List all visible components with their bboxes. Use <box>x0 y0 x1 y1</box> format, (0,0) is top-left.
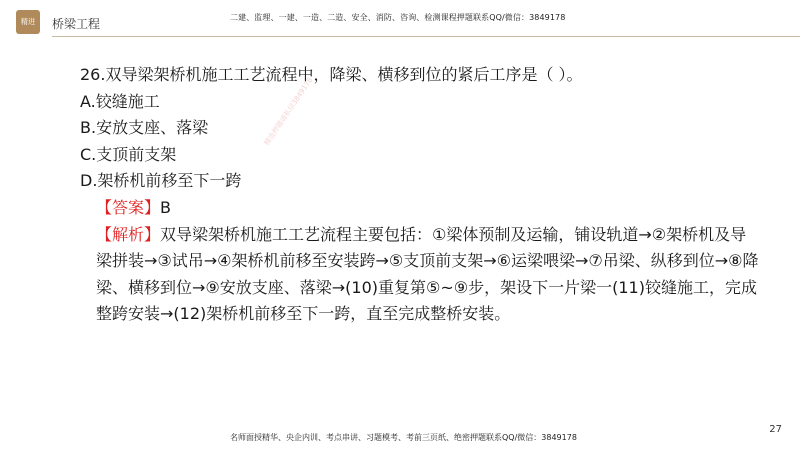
analysis-paragraph <box>80 222 760 328</box>
header-divider <box>52 36 800 37</box>
answer-line <box>80 195 760 222</box>
logo-text: 精进 <box>20 17 36 26</box>
answer-value: B <box>160 197 171 217</box>
answer-label: 【答案】 <box>96 197 161 217</box>
option-d: D.架桥机前移至下一跨 <box>80 171 242 191</box>
analysis-label: 【解析】 <box>96 224 161 244</box>
header-promo-text: 二建、监理、一建、一造、二造、安全、消防、咨询、检测课程押题联系QQ/微信：3849178 <box>230 13 566 22</box>
footer-promo-text: 名师面授精华、央企内训、考点串讲、习题模考、考前三页纸、绝密押题联系QQ/微信：3849178 <box>230 433 577 442</box>
section-title: 桥梁工程 <box>52 17 101 31</box>
option-a: A.铰缝施工 <box>80 91 160 111</box>
question-stem: 26.双导梁架桥机施工工艺流程中，降梁、横移到位的紧后工序是（ ）。 <box>80 65 583 84</box>
question-content <box>80 62 760 328</box>
option-c: C.支顶前支架 <box>80 144 177 164</box>
option-b: B.安放支座、落梁 <box>80 118 209 138</box>
analysis-text: 双导梁架桥机施工工艺流程主要包括：①梁体预制及运输，铺设轨道→②架桥机及导梁拼装→③试吊→④架桥机前移至安装跨→⑤支顶前支架→⑥运梁喂梁→⑦吊梁、纵移到位→⑧降梁、横移到位→⑨安放支座、落梁→(10)重复第⑤~⑨步，架设下一片梁一(11)铰缝施工，完成整跨安装→(12)架桥机前移至下一跨，直至完成整桥安装。 <box>96 224 759 324</box>
watermark-text: 精选押题请私信3849178 <box>262 76 315 148</box>
page-number: 27 <box>769 424 782 435</box>
brand-logo <box>16 10 40 34</box>
